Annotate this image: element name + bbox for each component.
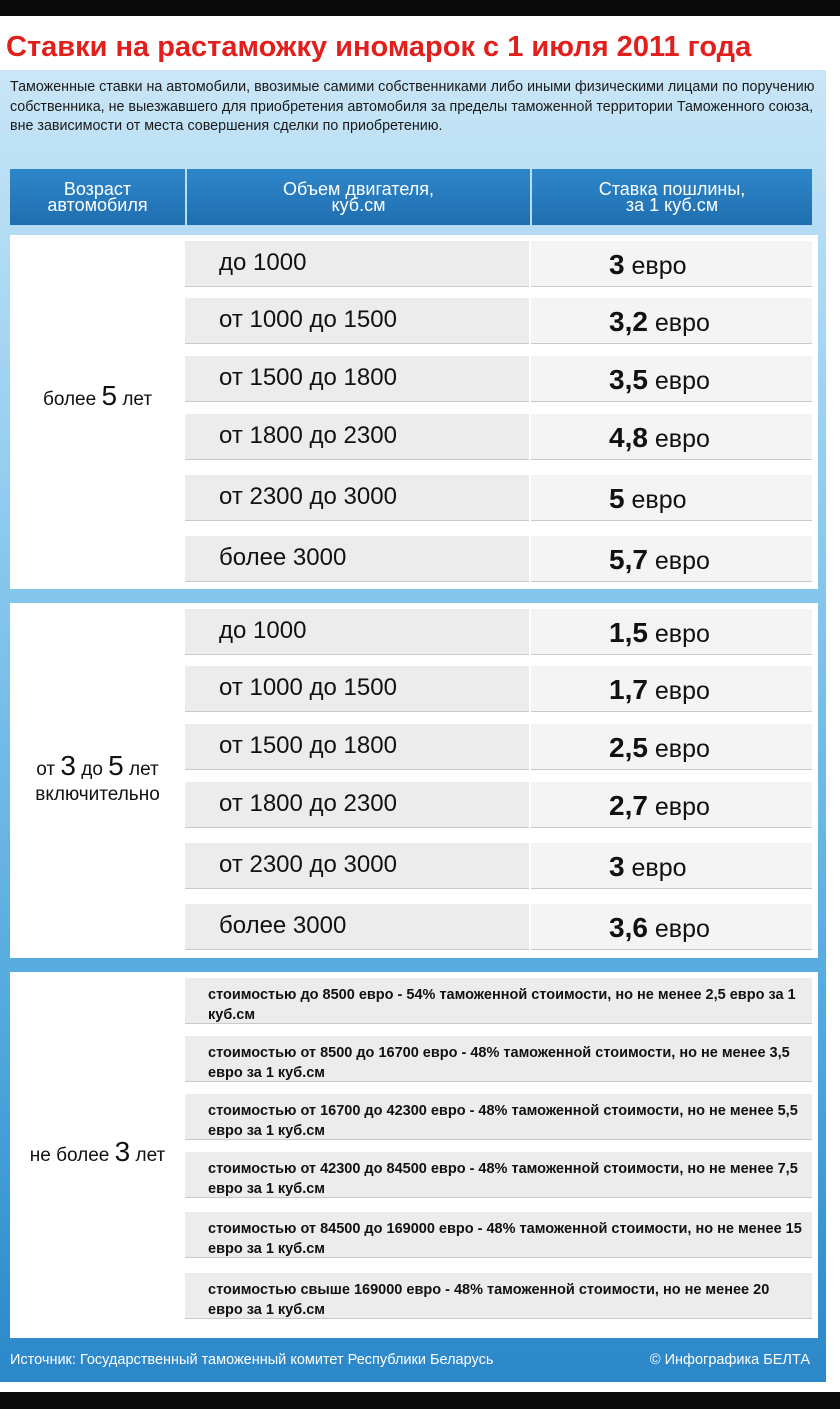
rate-row	[185, 356, 812, 402]
volume-cell: от 1000 до 1500	[185, 298, 529, 344]
volume-cell: от 1800 до 2300	[185, 414, 529, 460]
rate-cell: 1,7 евро	[531, 666, 812, 712]
volume-cell: от 2300 до 3000	[185, 843, 529, 889]
rate-row	[185, 782, 812, 828]
volume-cell: от 1800 до 2300	[185, 782, 529, 828]
rate-row	[185, 609, 812, 655]
rate-row	[185, 843, 812, 889]
rate-cell: 3 евро	[531, 241, 812, 287]
intro-text: Таможенные ставки на автомобили, ввозимые самими собственниками либо иными физическими лицами по поручению собственника, не выезжавшего для приобретения автомобиля за пределы таможенной территории Таможенного союза, вне зависимости от места совершения сделки по приобретению.	[10, 79, 815, 134]
rate-row	[185, 414, 812, 460]
rate-cell: 3,5 евро	[531, 356, 812, 402]
header-rate: Ставка пошлины, за 1 куб.см	[532, 169, 812, 225]
rate-row	[185, 241, 812, 287]
copyright-note: © Инфографика БЕЛТА	[649, 1352, 810, 1368]
rate-cell: 5,7 евро	[531, 536, 812, 582]
group-under-3-years	[10, 972, 818, 1338]
volume-cell: от 1500 до 1800	[185, 724, 529, 770]
rate-row	[185, 904, 812, 950]
rate-cell: 4,8 евро	[531, 414, 812, 460]
rate-cell: 3,6 евро	[531, 904, 812, 950]
rate-row	[185, 724, 812, 770]
rate-cell: 5 евро	[531, 475, 812, 521]
rate-cell: 2,7 евро	[531, 782, 812, 828]
age-label: не более 3 лет	[29, 1136, 166, 1167]
rate-row	[185, 475, 812, 521]
volume-cell: до 1000	[185, 609, 529, 655]
rate-row	[185, 298, 812, 344]
rate-cell: 3,2 евро	[531, 298, 812, 344]
volume-cell: более 3000	[185, 904, 529, 950]
group-3-to-5-years	[10, 603, 818, 958]
rate-cell: 1,5 евро	[531, 609, 812, 655]
value-rate-row: стоимостью от 84500 до 169000 евро - 48% таможенной стоимости, но не менее 15 евро за 1 куб.см	[185, 1212, 812, 1258]
age-label: более 5 лет	[42, 380, 153, 411]
page-title: Ставки на растаможку иномарок с 1 июля 2011 года	[6, 31, 752, 63]
header-age: Возраст автомобиля	[10, 169, 185, 225]
volume-cell: от 2300 до 3000	[185, 475, 529, 521]
value-rate-row: стоимостью свыше 169000 евро - 48% таможенной стоимости, но не менее 20 евро за 1 куб.см	[185, 1273, 812, 1319]
rate-cell: 2,5 евро	[531, 724, 812, 770]
bottom-black-bar	[0, 1392, 840, 1409]
age-label: от 3 до 5 лет включительно	[35, 750, 160, 805]
group-over-5-years	[10, 235, 818, 589]
content-panel	[0, 70, 826, 1382]
infographic	[0, 16, 840, 1392]
value-rate-row: стоимостью от 8500 до 16700 евро - 48% таможенной стоимости, но не менее 3,5 евро за 1 куб.см	[185, 1036, 812, 1082]
volume-cell: до 1000	[185, 241, 529, 287]
rate-row	[185, 536, 812, 582]
value-rate-row: стоимостью от 42300 до 84500 евро - 48% таможенной стоимости, но не менее 7,5 евро за 1 куб.см	[185, 1152, 812, 1198]
volume-cell: от 1500 до 1800	[185, 356, 529, 402]
source-note: Источник: Государственный таможенный комитет Республики Беларусь	[10, 1352, 494, 1368]
rate-row	[185, 666, 812, 712]
value-rate-row: стоимостью до 8500 евро - 54% таможенной стоимости, но не менее 2,5 евро за 1 куб.см	[185, 978, 812, 1024]
value-rate-row: стоимостью от 16700 до 42300 евро - 48% таможенной стоимости, но не менее 5,5 евро за 1 куб.см	[185, 1094, 812, 1140]
volume-cell: от 1000 до 1500	[185, 666, 529, 712]
volume-cell: более 3000	[185, 536, 529, 582]
header-volume: Объем двигателя, куб.см	[187, 169, 530, 225]
rate-cell: 3 евро	[531, 843, 812, 889]
top-black-bar	[0, 0, 840, 16]
